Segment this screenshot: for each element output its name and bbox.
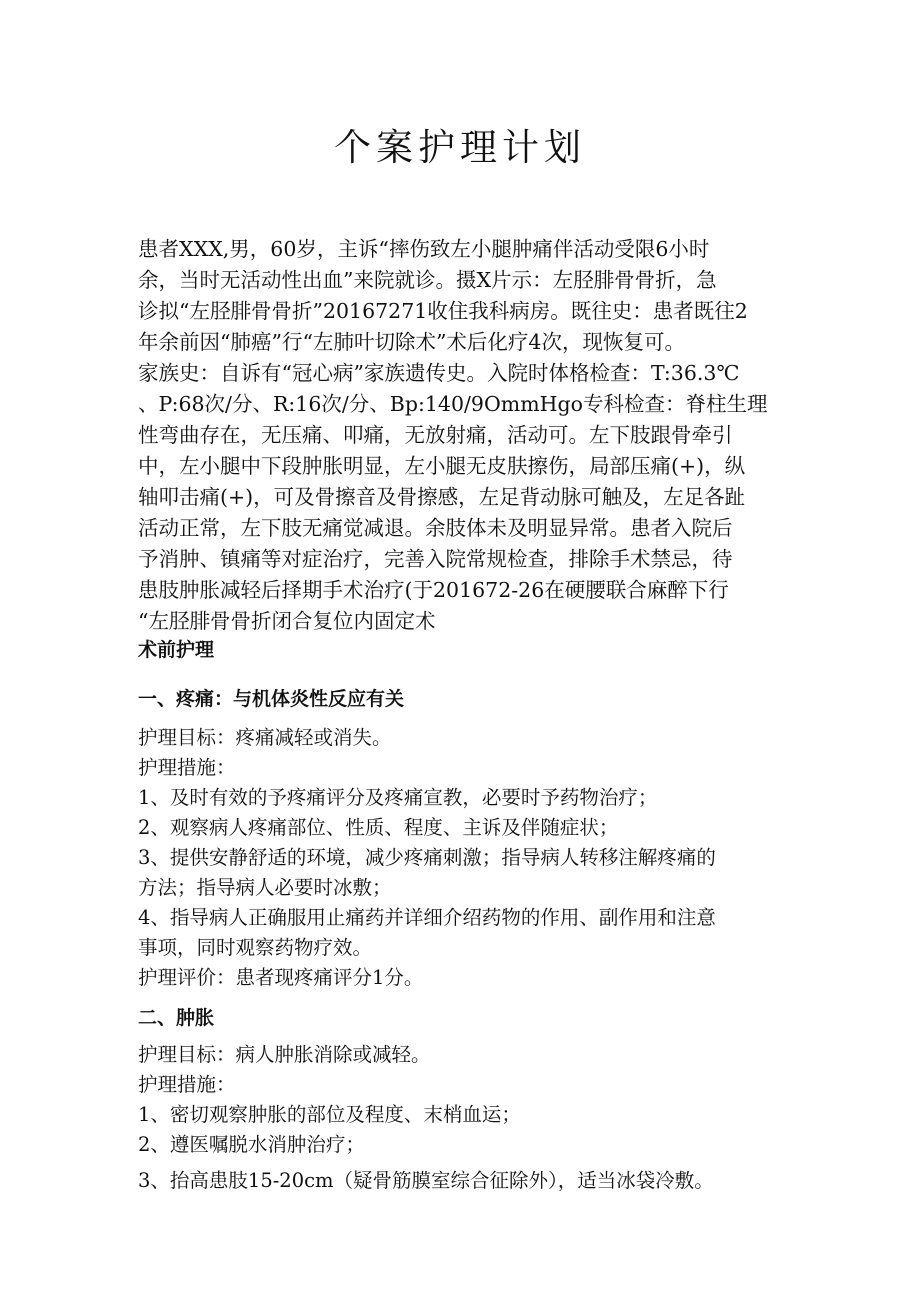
measure-item: 1、密切观察肿胀的部位及程度、末梢血运； — [138, 1103, 521, 1126]
case-summary-line: 、P:68次/分、R:16次/分、Bp:140/9OmmHgo专科检查：脊柱生理 — [138, 392, 768, 416]
case-summary-line: 家族史：自诉有“冠心病”家族遗传史。入院时体格检查：T:36.3℃ — [138, 361, 740, 385]
case-summary-line: 活动正常，左下肢无痛觉减退。余肢体未及明显异常。患者入院后 — [138, 516, 733, 540]
measure-item-continued: 方法；指导病人必要时冰敷； — [138, 876, 392, 899]
nursing-measures-label: 护理措施： — [138, 1073, 236, 1096]
measure-item: 2、观察病人疼痛部位、性质、程度、主诉及伴随症状； — [138, 816, 619, 839]
measure-item: 1、及时有效的予疼痛评分及疼痛宣教，必要时予药物治疗； — [138, 786, 658, 809]
measure-item-continued: 事项，同时观察药物疗效。 — [138, 936, 373, 959]
case-summary-line: “左胫腓骨骨折闭合复位内固定术 — [138, 609, 436, 633]
case-summary-line: 性弯曲存在，无压痛、叩痛，无放射痛，活动可。左下肢跟骨牵引 — [138, 423, 733, 447]
preop-heading: 术前护理 — [138, 639, 215, 661]
measure-item: 3、提供安静舒适的环境，减少疼痛刺激；指导病人转移注解疼痛的 — [138, 846, 716, 869]
case-summary-line: 患肢肿胀减轻后择期手术治疗(于201672-26在硬腰联合麻醉下行 — [138, 578, 729, 602]
nursing-evaluation: 护理评价：患者现疼痛评分1分。 — [138, 966, 424, 989]
case-summary-line: 诊拟“左胫腓骨骨折”20167271收住我科病房。既往史：患者既往2 — [138, 299, 748, 323]
document-title: 个案护理计划 — [334, 126, 586, 169]
section-pain-body — [138, 723, 788, 993]
nursing-measures-label: 护理措施： — [138, 756, 236, 779]
case-summary-line: 中，左小腿中下段肿胀明显，左小腿无皮肤擦伤，局部压痛(+)，纵 — [138, 454, 746, 478]
nursing-goal: 护理目标：病人肿胀消除或减轻。 — [138, 1043, 431, 1066]
nursing-goal: 护理目标：疼痛减轻或消失。 — [138, 726, 392, 749]
case-summary-line: 予消肿、镇痛等对症治疗，完善入院常规检查，排除手术禁忌，待 — [138, 547, 733, 571]
case-summary-line: 年余前因“肺癌”行“左肺叶切除术”术后化疗4次，现恢复可。 — [138, 330, 685, 354]
case-summary-line: 余，当时无活动性出血”来院就诊。摄X片示：左胫腓骨骨折，急 — [138, 268, 717, 292]
case-summary-line: 患者XXX,男，60岁，主诉“摔伤致左小腿肿痛伴活动受限6小时 — [138, 237, 710, 261]
case-summary-line: 轴叩击痛(+)，可及骨擦音及骨擦感，左足背动脉可触及，左足各趾 — [138, 485, 746, 509]
measure-item: 2、遵医嘱脱水消肿治疗； — [138, 1133, 365, 1156]
measure-item: 3、抬高患肢15-20cm（疑骨筋膜室综合征除外），适当冰袋冷敷。 — [138, 1169, 714, 1192]
section-swelling-heading: 二、肿胀 — [138, 1007, 215, 1029]
measure-item: 4、指导病人正确服用止痛药并详细介绍药物的作用、副作用和注意 — [138, 906, 716, 929]
case-summary-paragraph — [138, 234, 782, 637]
section-swelling-body — [138, 1040, 788, 1196]
section-pain-heading: 一、疼痛：与机体炎性反应有关 — [138, 688, 405, 710]
